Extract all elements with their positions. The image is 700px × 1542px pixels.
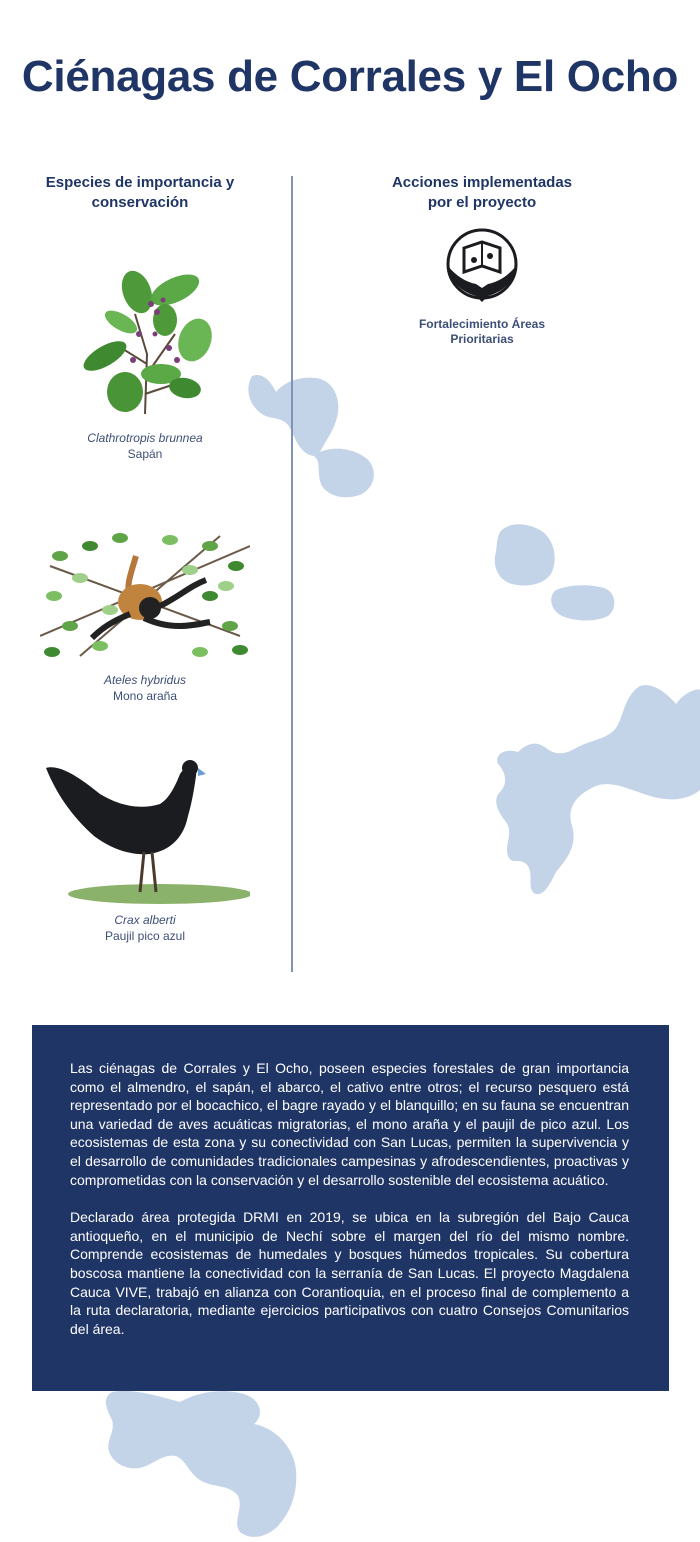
species-card-mono-arana — [20, 526, 270, 704]
wetland-shape — [496, 685, 700, 894]
species-card-sapan — [20, 264, 270, 462]
column-divider — [291, 176, 293, 972]
description-paragraph: Las ciénagas de Corrales y El Ocho, poseen especies forestales de gran importancia como el almendro, el sapán, el abarco, el cativo entre otros; el recurso pesquero está representado por el bocachico, el bagre rayado y el blanquillo; en su fauna se encuentran una variedad de aves acuáticas migratorias, el mono araña y el paujil de pico azul. Los ecosistemas de esta zona y su conectividad con San Lucas, permiten la supervivencia y el desarrollo de comunidades tradicionales campesinas y afrodescendientes, proactivas y comprometidas con la conservación y el desarrollo sostenible del ecosistema acuático. — [70, 1060, 629, 1188]
plant-illustration-icon — [65, 264, 225, 422]
species-heading-text: Especies de importancia y conservación — [45, 174, 235, 211]
page-title: Ciénagas de Corrales y El Ocho — [21, 52, 679, 101]
species-heading — [40, 173, 240, 213]
actions-heading-text: Acciones implementadas por el proyecto — [391, 174, 573, 211]
wetland-shape — [106, 1391, 296, 1537]
bird-illustration-icon — [40, 754, 250, 908]
description-panel — [32, 1025, 669, 1391]
description-paragraph: Declarado área protegida DRMI en 2019, se ubica en la subregión del Bajo Cauca antioqueño, en el municipio de Nechí sobre el margen del río del mismo nombre. Comprende ecosistemas de humedales y bosques húmedos tropicales. Su cobertura boscosa mantiene la conectividad con la serranía de San Lucas. El proyecto Magdalena Cauca VIVE, trabajó en alianza con Corantioquia, en el proceso final de complemento a la ruta declaratoria, mediante ejercicios participativos con cuatro Consejos Comunitarios del área. — [70, 1209, 629, 1337]
species-card-paujil — [20, 754, 270, 944]
species-common-name: Mono araña — [112, 689, 178, 703]
species-scientific-name: Crax alberti — [114, 913, 176, 927]
action-item-fortalecimiento — [392, 226, 572, 347]
species-common-name: Paujil pico azul — [104, 929, 186, 943]
actions-heading — [386, 173, 578, 213]
action-label: Fortalecimiento Áreas Prioritarias — [418, 317, 546, 346]
species-common-name: Sapán — [127, 447, 163, 461]
species-scientific-name: Clathrotropis brunnea — [87, 431, 203, 445]
wetland-shape — [551, 585, 614, 620]
wetland-shape — [495, 524, 555, 585]
monkey-illustration-icon — [40, 526, 250, 664]
species-scientific-name: Ateles hybridus — [103, 673, 187, 687]
hands-map-icon — [436, 226, 528, 306]
